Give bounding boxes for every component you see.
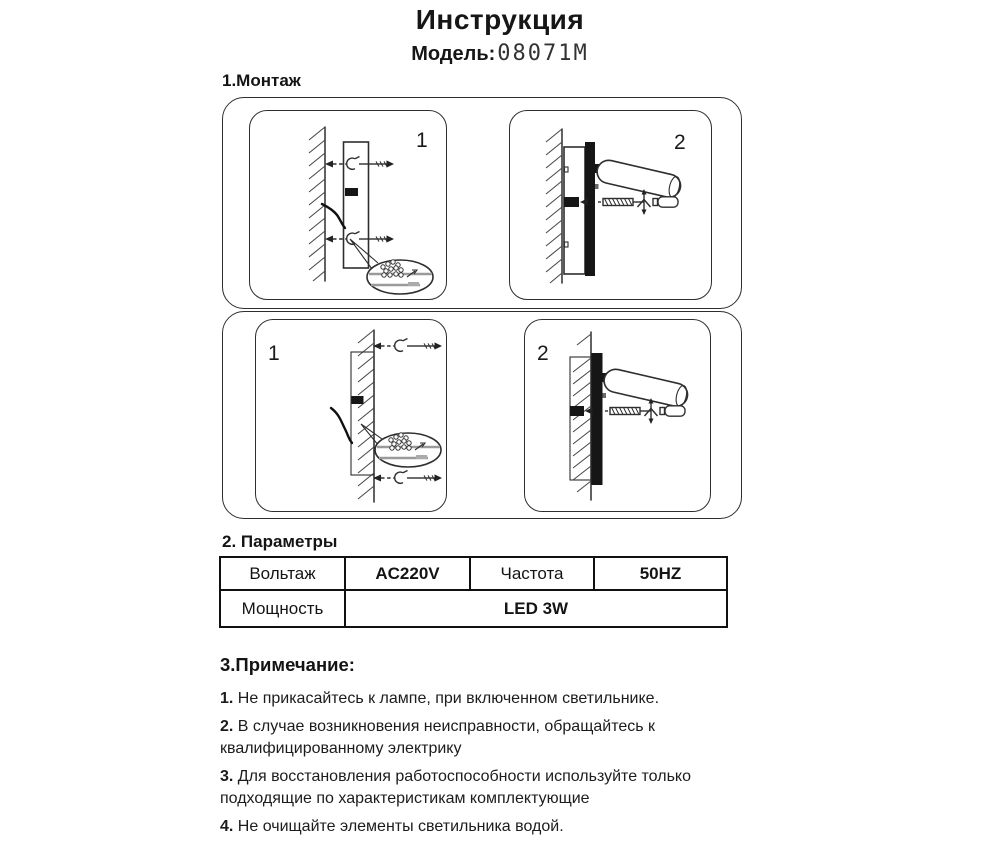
montage-step1-diagram: [255, 319, 447, 512]
wall-dowel: [564, 197, 579, 207]
wall-bracket: [564, 147, 585, 274]
table-row: [220, 557, 727, 590]
note-item: [220, 716, 780, 760]
param-power-value: LED 3W: [345, 590, 727, 627]
lamp-cylinder: [602, 367, 690, 409]
notes-heading: 3.Примечание:: [220, 654, 355, 675]
lamp-backplate: [592, 353, 603, 485]
parameters-table: [219, 556, 728, 628]
note-text: В случае возникновения неисправности, обращайтесь к квалифицированному электрику: [220, 718, 656, 757]
wall-dowel: [570, 406, 584, 416]
parameters-heading: 2. Параметры: [222, 532, 338, 551]
model-value: 08071M: [497, 41, 589, 66]
param-frequency-label: Частота: [470, 557, 594, 590]
montage-panel-1: [222, 97, 742, 309]
connector-block: [408, 282, 419, 286]
wall-mount-step1-illustration: [250, 111, 446, 299]
wall-mount-step2-illustration: [525, 320, 710, 511]
param-voltage-label: Вольтаж: [220, 557, 345, 590]
lamp-cylinder: [595, 158, 683, 200]
step-number: 2: [674, 131, 686, 154]
plate-slot: [352, 396, 364, 404]
wall-mount-step2-illustration: [510, 111, 711, 299]
note-text: Не очищайте элементы светильника водой.: [233, 818, 564, 835]
connector-block: [416, 455, 427, 459]
screw-icon: [373, 471, 442, 484]
model-line: [0, 41, 1000, 66]
step-number: 2: [537, 342, 549, 365]
montage-heading: 1.Монтаж: [222, 71, 301, 90]
note-number: 3.: [220, 768, 234, 785]
wall-hatching: [546, 129, 562, 283]
note-item: [220, 816, 780, 838]
montage-panel-2: [222, 311, 742, 519]
montage-step2-diagram: [524, 319, 711, 512]
param-power-label: Мощность: [220, 590, 345, 627]
montage-step1-diagram: [249, 110, 447, 300]
notes-section: [220, 654, 780, 844]
note-item: [220, 688, 780, 710]
wall-mount-step1-illustration: [256, 320, 446, 511]
note-number: 2.: [220, 718, 234, 735]
adjust-knob: [603, 393, 607, 398]
table-row: [220, 590, 727, 627]
step-number: 1: [268, 342, 280, 365]
note-number: 4.: [220, 818, 234, 835]
montage-step2-diagram: [509, 110, 712, 300]
param-frequency-value: 50HZ: [594, 557, 727, 590]
model-label: Модель:: [411, 43, 496, 65]
wall-hatching: [358, 330, 374, 499]
power-wire: [331, 408, 352, 443]
note-number: 1.: [220, 690, 234, 707]
note-item: [220, 766, 780, 810]
param-voltage-value: AC220V: [345, 557, 470, 590]
note-text: Не прикасайтесь к лампе, при включенном светильнике.: [233, 690, 660, 707]
note-text: Для восстановления работоспособности используйте только подходящие по характеристикам комплектующие: [220, 768, 691, 807]
step-number: 1: [416, 129, 428, 152]
plate-slot: [345, 188, 358, 196]
page-title: Инструкция: [415, 4, 585, 35]
lamp-backplate: [585, 142, 595, 276]
screw-icon: [373, 339, 442, 352]
adjust-knob: [595, 184, 599, 189]
